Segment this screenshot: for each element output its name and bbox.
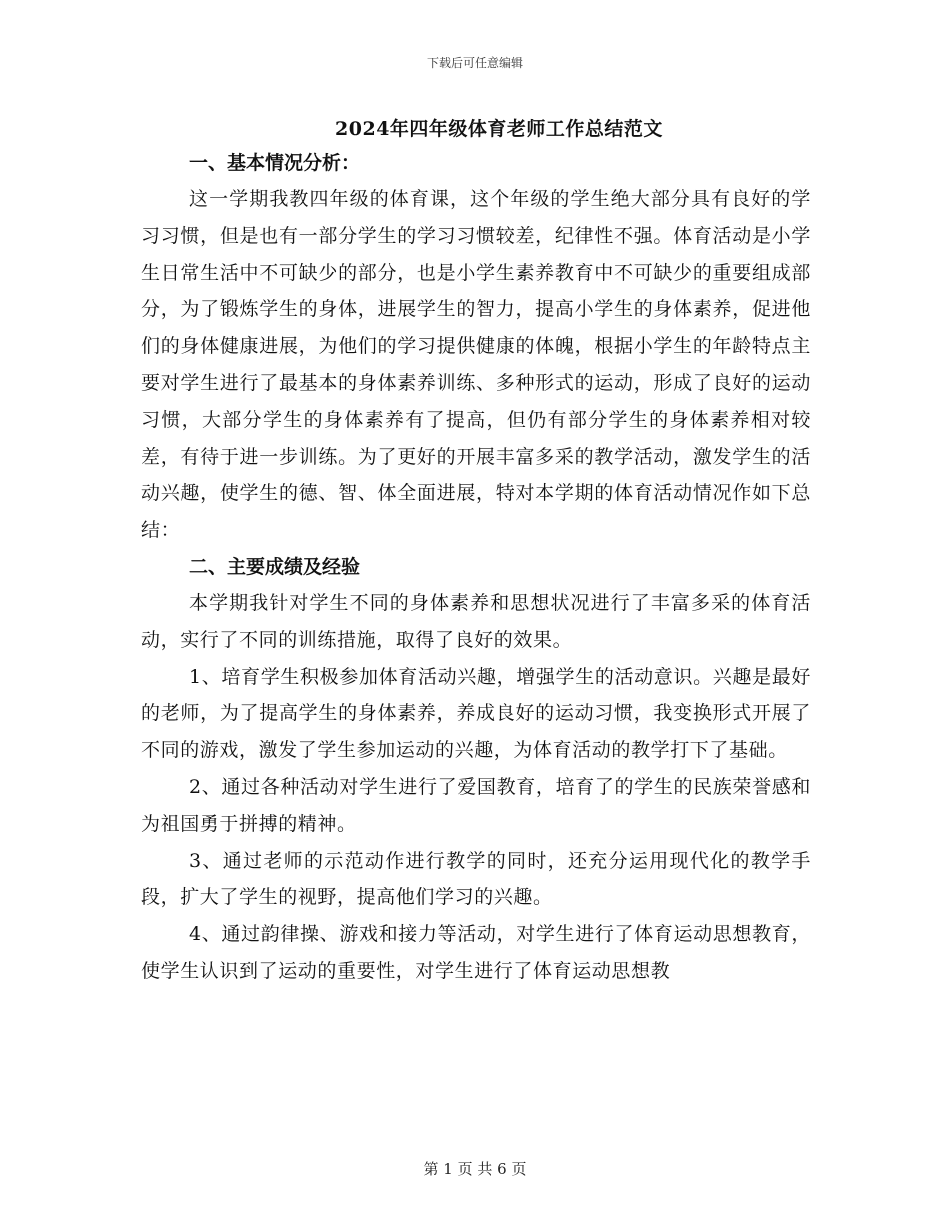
paragraph-achievement-4: 4、通过韵律操、游戏和接力等活动，对学生进行了体育运动思想教育，使学生认识到了运动的重要性，对学生进行了体育运动思想教 [141,923,811,982]
paragraph-achievements-intro: 本学期我针对学生不同的身体素养和思想状况进行了丰富多采的体育活动，实行了不同的训练措施，取得了良好的效果。 [141,591,811,651]
paragraph-achievement-2: 2、通过各种活动对学生进行了爱国教育，培育了的学生的民族荣誉感和为祖国勇于拼搏的精神。 [141,775,811,835]
paragraph-achievement-3: 3、通过老师的示范动作进行教学的同时，还充分运用现代化的教学手段，扩大了学生的视野，提高他们学习的兴趣。 [141,849,811,909]
page-header-note: 下载后可任意编辑 [426,56,523,70]
paragraph-basic-analysis: 这一学期我教四年级的体育课，这个年级的学生绝大部分具有良好的学习习惯，但是也有一部分学生的学习习惯较差，纪律性不强。体育活动是小学生日常生活中不可缺少的部分，也是小学生素养教育中不可缺少的重要组成部分，为了锻炼学生的身体，进展学生的智力，提高小学生的身体素养，促进他们的身体健康进展，为他们的学习提供健康的体魄，根据小学生的年龄特点主要对学生进行了最基本的身体素养训练、多种形式的运动，形成了良好的运动习惯，大部分学生的身体素养有了提高，但仍有部分学生的身体素养相对较差，有待于进一步训练。为了更好的开展丰富多采的教学活动，激发学生的活动兴趣，使学生的德、智、体全面进展，特对本学期的体育活动情况作如下总结： [141,188,811,542]
section-heading-basic-analysis: 一、基本情况分析： [189,152,361,174]
section-heading-achievements: 二、主要成绩及经验 [189,555,361,578]
page-number: 第 1 页 共 6 页 [423,1160,527,1178]
document-body [141,145,811,990]
document-title: 2024年四年级体育老师工作总结范文 [335,118,663,140]
paragraph-achievement-1: 1、培育学生积极参加体育活动兴趣，增强学生的活动意识。兴趣是最好的老师，为了提高学生的身体素养，养成良好的运动习惯，我变换形式开展了不同的游戏，激发了学生参加运动的兴趣，为体育活动的教学打下了基础。 [141,665,811,762]
